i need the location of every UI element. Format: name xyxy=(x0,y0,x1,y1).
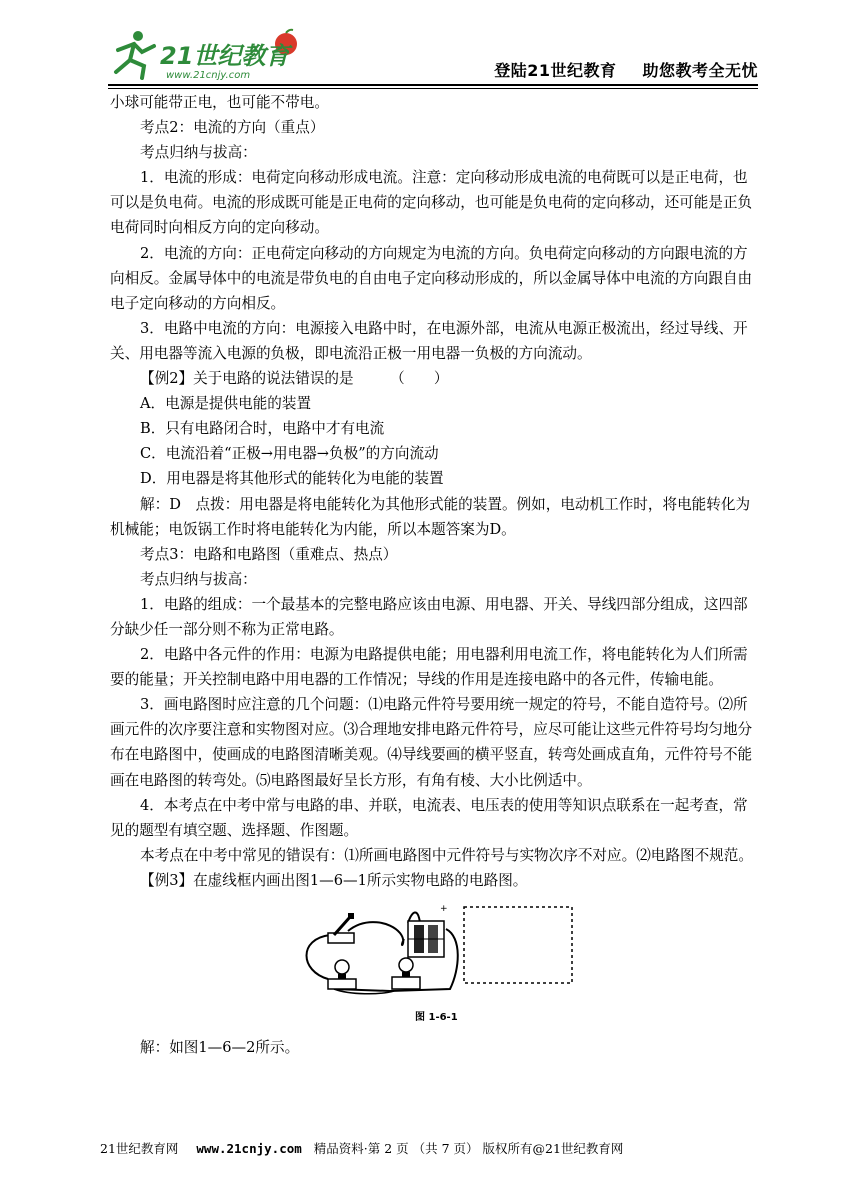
paragraph: 小球可能带正电，也可能不带电。 xyxy=(110,94,329,111)
footer-url[interactable]: www.21cnjy.com xyxy=(196,1141,302,1156)
circuit-figure xyxy=(110,899,758,1031)
example-question: 【例2】关于电路的说法错误的是 （ ） xyxy=(140,370,449,388)
paragraph: 3．电路中电流的方向：电源接入电路中时，在电源外部，电流从电源正极流出，经过导线、开关、用电器等流入电源的负极，即电流沿正极一用电器一负极的方向流动。 xyxy=(110,319,748,362)
option-b: B．只有电路闭合时，电路中才有电流 xyxy=(140,420,385,438)
section-subtitle: 考点归纳与拔高： xyxy=(140,144,257,162)
example-answer: 解：D 点拨：用电器是将电能转化为其他形式能的装置。例如，电动机工作时，将电能转化为机械能；电饭锅工作时将电能转化为内能，所以本题答案为D。 xyxy=(110,495,751,538)
footer-page-info: 精品资料·第 2 页 （共 7 页） 版权所有@21世纪教育网 xyxy=(313,1141,624,1156)
answer-dashed-box xyxy=(464,907,572,983)
svg-text:+: + xyxy=(440,904,448,914)
page-footer xyxy=(100,1139,760,1157)
bulb-icon xyxy=(328,960,356,989)
option-a: A．电源是提供电能的装置 xyxy=(140,395,312,413)
slogan-left: 登陆21世纪教育 xyxy=(494,61,617,80)
example-answer: 解：如图1—6—2所示。 xyxy=(140,1039,300,1056)
bulb-icon xyxy=(392,958,420,989)
paragraph: 本考点在中考中常见的错误有：⑴所画电路图中元件符号与实物次序不对应。⑵电路图不规范。 xyxy=(140,846,753,864)
circuit-diagram xyxy=(290,899,580,1005)
page-header xyxy=(108,26,758,86)
section-subtitle: 考点归纳与拔高： xyxy=(140,570,257,588)
option-c: C．电流沿着“正极→用电器→负极”的方向流动 xyxy=(140,445,439,463)
running-figure-icon xyxy=(116,31,154,78)
switch-icon xyxy=(328,913,354,943)
option-d: D．用电器是将其他形式的能转化为电能的装置 xyxy=(140,470,444,488)
paragraph: 1．电流的形成：电荷定向移动形成电流。注意：定向移动形成电流的电荷既可以是正电荷，也可以是负电荷。电流的形成既可能是正电荷的定向移动，也可能是负电荷的定向移动，还可能是正负电荷同时向相反方向的定向移动。 xyxy=(110,169,753,237)
header-rule-thin xyxy=(108,88,758,89)
paragraph: 2．电路中各元件的作用：电源为电路提供电能；用电器利用电流工作，将电能转化为人们所需要的能量；开关控制电路中用电器的工作情况；导线的作用是连接电路中的各元件，传输电能。 xyxy=(110,646,748,689)
section-title: 考点3：电路和电路图（重难点、热点） xyxy=(140,545,398,563)
paragraph: 1．电路的组成：一个最基本的完整电路应该由电源、用电器、开关、导线四部分组成，这四部分缺少任一部分则不称为正常电路。 xyxy=(110,595,748,638)
figure-caption: 图 1-6-1 xyxy=(415,1012,458,1023)
slogan-right: 助您教考全无忧 xyxy=(642,61,758,80)
section-title: 考点2：电流的方向（重点） xyxy=(140,119,325,137)
main-content xyxy=(110,90,758,1060)
header-slogan xyxy=(468,58,758,81)
paragraph: 4．本考点在中考中常与电路的串、并联，电流表、电压表的使用等知识点联系在一起考查，常见的题型有填空题、选择题、作图题。 xyxy=(110,796,748,839)
wire xyxy=(307,935,331,979)
header-rule xyxy=(108,84,758,86)
logo-text: 21世纪教育 xyxy=(160,42,290,70)
footer-site: 21世纪教育网 xyxy=(100,1141,179,1156)
logo-url: www.21cnjy.com xyxy=(166,70,251,81)
example-question: 【例3】在虚线框内画出图1—6—1所示实物电路的电路图。 xyxy=(140,871,528,889)
paragraph: 3．画电路图时应注意的几个问题：⑴电路元件符号要用统一规定的符号，不能自造符号。⑵所画元件的次序要注意和实物图对应。⑶合理地安排电路元件符号，应尽可能让这些元件符号均匀地分布在电路图中，使画成的电路图清晰美观。⑷导线要画的横平竖直，转弯处画成直角，元件符号不能画在电路图的转弯处。⑸电路图最好呈长方形，有角有棱、大小比例适中。 xyxy=(110,696,753,789)
paragraph: 2．电流的方向：正电荷定向移动的方向规定为电流的方向。负电荷定向移动的方向跟电流的方向相反。金属导体中的电流是带负电的自由电子定向移动形成的，所以金属导体中电流的方向跟自由电子定向移动的方向相反。 xyxy=(110,244,753,312)
wire xyxy=(348,922,404,945)
site-logo[interactable] xyxy=(108,28,308,82)
